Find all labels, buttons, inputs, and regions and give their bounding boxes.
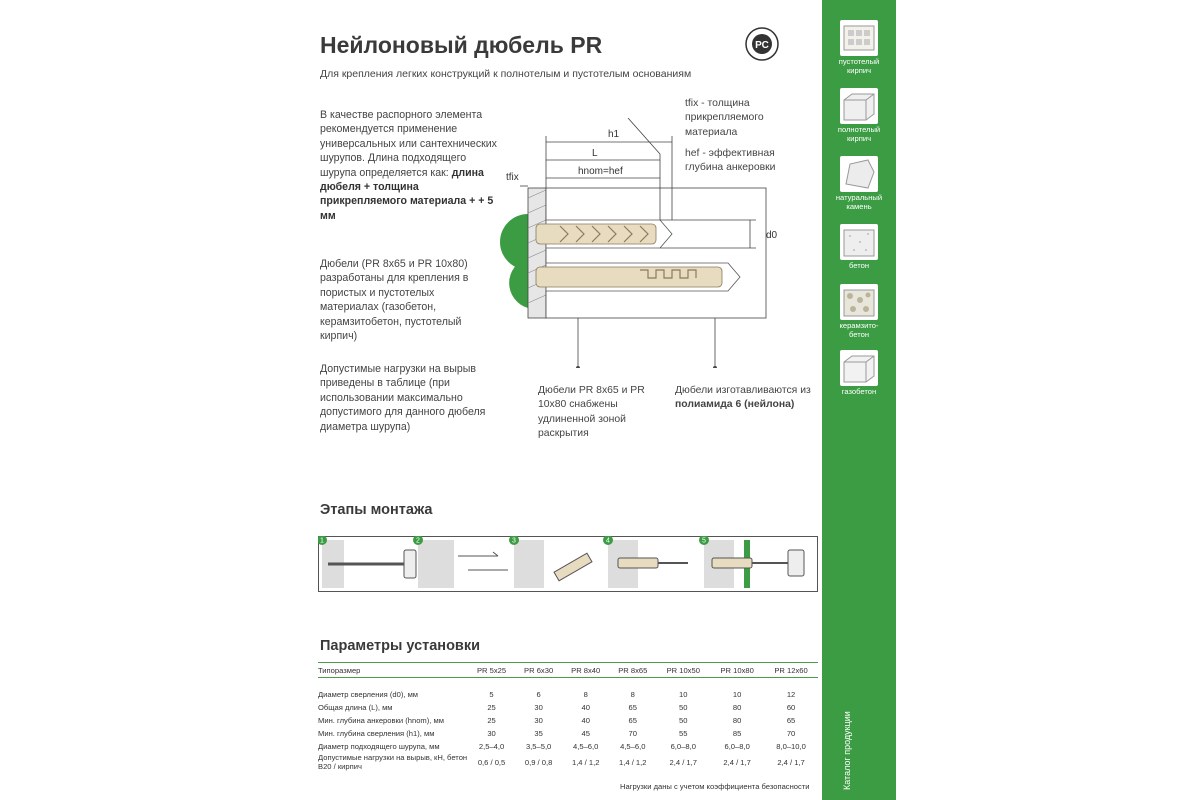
note-hef: hef - эффективная глубина анкеровки <box>685 148 776 174</box>
column-header: PR 10x50 <box>656 663 710 678</box>
caption-extended-zone: Дюбели PR 8x65 и PR 10x80 снабжены удлиненной зоной раскрытия <box>538 385 645 440</box>
table-cell: 2,4 / 1,7 <box>669 757 697 767</box>
table-cell: 8 <box>630 690 635 699</box>
column-header: PR 5x25 <box>468 663 515 678</box>
intro-paragraph-1 <box>320 108 500 223</box>
table-cell: 65 <box>628 703 637 712</box>
table-cell: 60 <box>786 703 796 712</box>
table-cell: 8,0–10,0 <box>776 742 806 751</box>
sidebar-item-label: натуральный камень <box>835 193 883 211</box>
table-cell: 6,0–8,0 <box>670 742 696 751</box>
step-number: 5 <box>702 537 706 545</box>
intro-text: В качестве распорного элемента рекомендуется применение универсальных или сантехнических шурупов. Длина подходящего шурупа определяется как: <box>320 109 497 179</box>
steps-title: Этапы монтажа <box>320 502 433 518</box>
table-cell: 8 <box>583 690 588 699</box>
table-cell: 80 <box>732 703 742 712</box>
sidebar-item-label: пустотелый кирпич <box>838 57 880 75</box>
table-row <box>318 701 818 714</box>
column-header: PR 8x40 <box>562 663 609 678</box>
table-header-row <box>318 663 818 678</box>
table-cell: 0,6 / 0,5 <box>477 757 506 767</box>
sidebar-item-material <box>830 88 888 143</box>
row-label: Допустимые нагрузки на вырыв, кН, бетон В20 / кирпич <box>318 753 468 771</box>
page-title: Нейлоновый дюбель PR <box>320 32 603 58</box>
sidebar-item-material <box>830 284 888 339</box>
hnom-label: hnom=hef <box>578 166 623 177</box>
step-number: 1 <box>320 537 324 545</box>
table-cell: 85 <box>732 729 742 738</box>
sidebar-item-label: полнотелый кирпич <box>837 125 881 143</box>
table-cell: 45 <box>581 729 590 738</box>
table-cell: 6,0–8,0 <box>724 742 750 751</box>
table-cell: 70 <box>628 729 637 738</box>
table-cell: 4,5–6,0 <box>620 742 646 751</box>
table-cell: 50 <box>679 716 688 725</box>
row-label: Диаметр подходящего шурупа, мм <box>318 742 440 751</box>
table-cell: 2,4 / 1,7 <box>723 757 751 767</box>
table-cell: 4,5–6,0 <box>573 742 599 751</box>
params-table-body <box>318 678 818 772</box>
table-cell: 12 <box>786 690 796 699</box>
step-number: 4 <box>606 537 610 545</box>
intro-bold-text: длина дюбеля + толщина прикрепляемого материала + + 5 мм <box>320 166 494 222</box>
table-cell: 10 <box>679 690 688 699</box>
table-row <box>318 740 818 753</box>
sidebar-item-material <box>830 20 888 75</box>
hollow-brick-icon <box>840 20 878 56</box>
column-header: PR 10x80 <box>710 663 764 678</box>
table-cell: 30 <box>534 716 543 725</box>
params-table <box>318 662 818 771</box>
caption-material <box>675 384 815 413</box>
table-cell: 80 <box>732 716 742 725</box>
catalog-label-text: Каталог продукции <box>842 711 852 790</box>
table-cell: 70 <box>786 729 796 738</box>
aerated-concrete-icon <box>840 350 878 386</box>
column-header: Типоразмер <box>318 663 468 678</box>
natural-stone-icon <box>840 156 878 192</box>
table-cell: 10 <box>732 690 742 699</box>
certification-mark-icon <box>744 26 780 62</box>
intro-paragraph-3: Допустимые нагрузки на вырыв приведены в таблице (при использовании максимально допустимого для данного дюбеля диаметра шурупа) <box>320 363 486 433</box>
table-cell: 50 <box>679 703 688 712</box>
l-label: L <box>592 148 598 159</box>
table-footnote: Нагрузки даны с учетом коэффициента безопасности <box>620 782 810 791</box>
table-cell: 1,4 / 1,2 <box>619 757 647 767</box>
row-label: Мин. глубина анкеровки (hnom), мм <box>318 716 444 725</box>
table-cell: 65 <box>786 716 796 725</box>
intro-paragraph-2: Дюбели (PR 8x65 и PR 10x80) разработаны для крепления в пористых и пустотелых материалах (газобетон, керамзитобетон, пустотелый кирпич) <box>320 258 469 343</box>
caption-material-text: Дюбели изготавливаются из <box>675 385 811 396</box>
svg-text:РС: РС <box>755 40 769 51</box>
sidebar-item-label: газобетон <box>841 387 877 396</box>
table-cell: 30 <box>534 703 543 712</box>
sidebar-item-label: бетон <box>848 261 870 270</box>
table-cell: 0,9 / 0,8 <box>524 757 553 767</box>
column-header: PR 12x60 <box>764 663 818 678</box>
table-cell: 2,4 / 1,7 <box>777 757 805 767</box>
table-row <box>318 688 818 701</box>
step-number: 3 <box>512 537 516 545</box>
tfix-label: tfix <box>506 172 519 183</box>
row-label: Мин. глубина сверления (h1), мм <box>318 729 435 738</box>
d0-label: d0 <box>766 230 778 241</box>
table-row <box>318 714 818 727</box>
table-row <box>318 727 818 740</box>
table-cell: 6 <box>536 690 541 699</box>
row-label: Диаметр сверления (d0), мм <box>318 690 419 699</box>
table-row <box>318 753 818 771</box>
table-cell: 2,5–4,0 <box>478 742 505 751</box>
sidebar-item-material <box>830 224 888 271</box>
note-tfix: tfix - толщина прикрепляемого материала <box>685 98 764 138</box>
table-cell: 30 <box>487 729 496 738</box>
page-subtitle: Для крепления легких конструкций к полнотелым и пустотелым основаниям <box>320 68 692 80</box>
concrete-icon <box>840 224 878 260</box>
expanded-clay-concrete-icon <box>840 284 878 320</box>
row-label: Общая длина (L), мм <box>318 703 393 712</box>
table-cell: 25 <box>487 716 496 725</box>
caption-material-bold: полиамида 6 (нейлона) <box>675 399 795 411</box>
sidebar-item-label: керамзито-бетон <box>839 321 879 339</box>
table-cell: 25 <box>487 703 496 712</box>
table-cell: 65 <box>628 716 637 725</box>
h1-label: h1 <box>608 129 620 140</box>
installation-steps-strip <box>318 536 818 592</box>
solid-brick-icon <box>840 88 878 124</box>
params-title: Параметры установки <box>320 638 481 654</box>
table-cell: 40 <box>581 716 590 725</box>
table-cell: 35 <box>534 729 543 738</box>
table-cell: 1,4 / 1,2 <box>571 757 600 767</box>
column-header: PR 6x30 <box>515 663 562 678</box>
step-number: 2 <box>416 537 420 545</box>
table-cell: 55 <box>679 729 688 738</box>
table-cell: 3,5–5,0 <box>525 742 552 751</box>
sidebar-item-material <box>830 350 888 397</box>
sidebar-item-material <box>830 156 888 211</box>
table-cell: 40 <box>581 703 590 712</box>
table-cell: 5 <box>489 690 494 699</box>
column-header: PR 8x65 <box>609 663 656 678</box>
catalog-vertical-label <box>842 690 872 800</box>
